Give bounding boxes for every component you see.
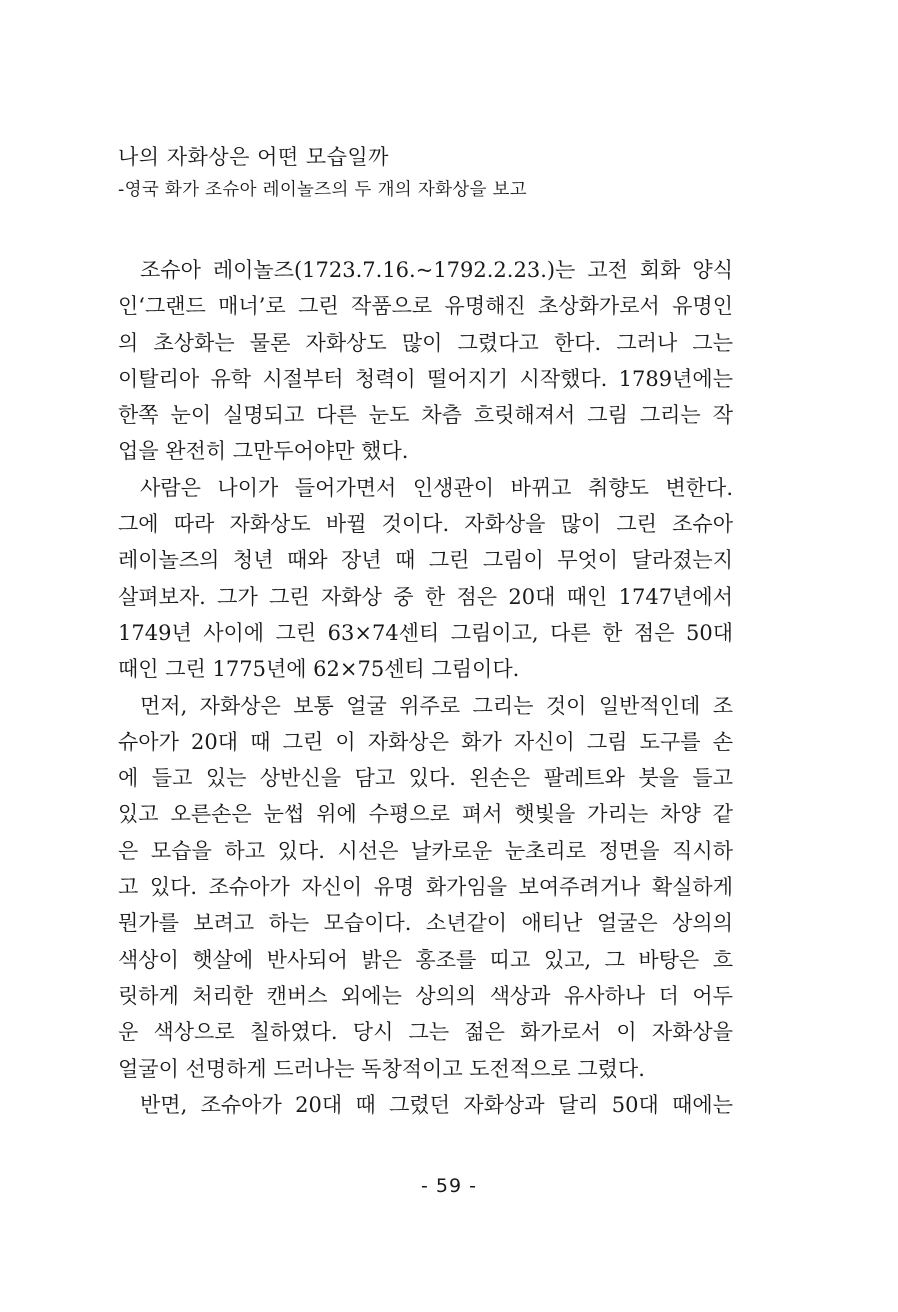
text-line: 있고 오른손은 눈썹 위에 수평으로 펴서 햇빛을 가리는 차양 같 [118,802,733,827]
text-line: 운 색상으로 칠하였다. 당시 그는 젊은 화가로서 이 자화상을 [118,1020,733,1045]
text-line: 에 들고 있는 상반신을 담고 있다. 왼손은 팔레트와 붓을 들고 [118,766,733,791]
text-line: 조슈아 레이놀즈(1723.7.16.~1792.2.23.)는 고전 회화 양식 [140,258,733,282]
text-line: 은 모습을 하고 있다. 시선은 날카로운 눈초리로 정면을 직시하 [118,838,733,863]
text-line: 먼저, 자화상은 보통 얼굴 위주로 그리는 것이 일반적인데 조 [140,693,733,718]
text-line: 살펴보자. 그가 그린 자화상 중 한 점은 20대 때인 1747년에서 [118,584,733,609]
essay-subtitle: -영국 화가 조슈아 레이놀즈의 두 개의 자화상을 보고 [118,180,527,200]
page-number: - 59 - [421,1175,477,1197]
text-line: 고 있다. 조슈아가 자신이 유명 화가임을 보여주려거나 확실하게 [118,875,733,900]
text-line: 얼굴이 선명하게 드러나는 독창적이고 도전적으로 그렸다. [118,1056,645,1081]
text-line: 그에 따라 자화상도 바뀔 것이다. 자화상을 많이 그린 조슈아 [118,512,733,537]
text-line: 릿하게 처리한 캔버스 외에는 상의의 색상과 유사하나 더 어두 [118,983,733,1008]
text-line: 이탈리아 유학 시절부터 청력이 떨어지기 시작했다. 1789년에는 [118,366,733,391]
text-line: 한쪽 눈이 실명되고 다른 눈도 차츰 흐릿해져서 그림 그리는 작 [118,403,733,428]
text-line: 의 초상화는 물론 자화상도 많이 그렸다고 한다. 그러나 그는 [118,330,733,355]
text-line: 1749년 사이에 그린 63×74센티 그림이고, 다른 한 점은 50대 [118,620,733,645]
text-line: 인‘그랜드 매너’로 그린 작품으로 유명해진 초상화가로서 유명인 [118,294,733,319]
text-line: 반면, 조슈아가 20대 때 그렸던 자화상과 달리 50대 때에는 [140,1092,733,1117]
text-line: 레이놀즈의 청년 때와 장년 때 그린 그림이 무엇이 달라졌는지 [118,548,733,573]
text-line: 뭔가를 보려고 하는 모습이다. 소년같이 애티난 얼굴은 상의의 [118,911,733,936]
text-line: 업을 완전히 그만두어야만 했다. [118,439,409,464]
essay-title: 나의 자화상은 어떤 모습일까 [118,145,389,169]
text-line: 슈아가 20대 때 그린 이 자화상은 화가 자신이 그림 도구를 손 [118,729,733,754]
essay-body [118,252,733,1123]
text-line: 사람은 나이가 들어가면서 인생관이 바뀌고 취향도 변한다. [140,475,733,500]
text-line: 색상이 햇살에 반사되어 밝은 홍조를 띠고 있고, 그 바탕은 흐 [118,947,733,972]
text-line: 때인 그린 1775년에 62×75센티 그림이다. [118,657,520,682]
